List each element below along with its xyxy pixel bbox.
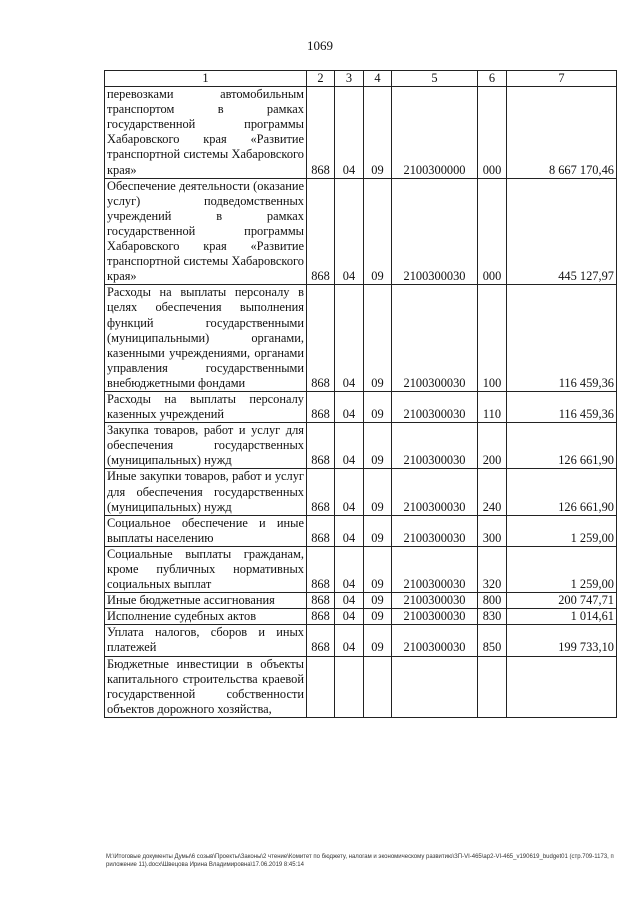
row-name: Исполнение судебных актов — [105, 609, 307, 625]
cell-target-article: 2100300030 — [392, 609, 478, 625]
table-row — [105, 515, 617, 546]
cell-section: 04 — [335, 285, 364, 392]
cell-ministry-code: 868 — [307, 625, 335, 656]
cell-subsection: 09 — [364, 546, 392, 592]
table-row — [105, 656, 617, 717]
cell-section: 04 — [335, 87, 364, 179]
cell-section: 04 — [335, 423, 364, 469]
cell-subsection: 09 — [364, 285, 392, 392]
cell-expense-type: 110 — [478, 391, 507, 422]
cell-section: 04 — [335, 178, 364, 285]
table-row — [105, 546, 617, 592]
table-row — [105, 285, 617, 392]
cell-subsection: 09 — [364, 593, 392, 609]
row-name: Уплата налогов, сборов и иных платежей — [105, 625, 307, 656]
cell-section: 04 — [335, 609, 364, 625]
cell-expense-type: 830 — [478, 609, 507, 625]
document-path-footer: M:\Итоговые документы Думы\6 созыв\Проекты\Законы\2 чтение\Комитет по бюджету, налогам и экономическому развитию\ЗП-VI-465\ар2-VI-465_v190619_budget01 (стр.709-1173, приложение 11).docx\Швецова Ирина Владимировна\17.06.2019 8:45:14 — [106, 854, 614, 868]
cell-expense-type: 100 — [478, 285, 507, 392]
cell-ministry-code: 868 — [307, 609, 335, 625]
row-name: перевозками автомобильным транспортом в рамках государственной программы Хабаровского края «Развитие транспортной системы Хабаровского края» — [105, 87, 307, 179]
row-name: Социальное обеспечение и иные выплаты населению — [105, 515, 307, 546]
cell-ministry-code: 868 — [307, 423, 335, 469]
cell-section: 04 — [335, 593, 364, 609]
cell-amount: 1 259,00 — [507, 515, 617, 546]
cell-ministry-code: 868 — [307, 515, 335, 546]
column-header: 7 — [507, 71, 617, 87]
cell-subsection: 09 — [364, 469, 392, 515]
cell-section: 04 — [335, 625, 364, 656]
column-header: 2 — [307, 71, 335, 87]
row-name: Обеспечение деятельности (оказание услуг) подведомственных учреждений в рамках государственной программы Хабаровского края «Развитие транспортной системы Хабаровского края» — [105, 178, 307, 285]
cell-expense-type: 850 — [478, 625, 507, 656]
cell-ministry-code: 868 — [307, 593, 335, 609]
cell-ministry-code: 868 — [307, 178, 335, 285]
cell-expense-type: 320 — [478, 546, 507, 592]
table-body — [105, 87, 617, 718]
cell-ministry-code: 868 — [307, 546, 335, 592]
table-row — [105, 609, 617, 625]
cell-target-article: 2100300000 — [392, 87, 478, 179]
cell-target-article: 2100300030 — [392, 178, 478, 285]
cell-section — [335, 656, 364, 717]
table-row — [105, 593, 617, 609]
column-header: 5 — [392, 71, 478, 87]
table-row — [105, 423, 617, 469]
cell-subsection: 09 — [364, 423, 392, 469]
cell-ministry-code — [307, 656, 335, 717]
cell-section: 04 — [335, 469, 364, 515]
header-row — [105, 71, 617, 87]
cell-expense-type: 000 — [478, 178, 507, 285]
cell-amount — [507, 656, 617, 717]
cell-expense-type — [478, 656, 507, 717]
cell-target-article — [392, 656, 478, 717]
cell-subsection: 09 — [364, 609, 392, 625]
table-row — [105, 391, 617, 422]
cell-subsection — [364, 656, 392, 717]
cell-amount: 126 661,90 — [507, 469, 617, 515]
cell-target-article: 2100300030 — [392, 593, 478, 609]
column-header: 4 — [364, 71, 392, 87]
cell-subsection: 09 — [364, 515, 392, 546]
cell-ministry-code: 868 — [307, 285, 335, 392]
cell-amount: 199 733,10 — [507, 625, 617, 656]
cell-section: 04 — [335, 391, 364, 422]
column-header: 3 — [335, 71, 364, 87]
cell-amount: 116 459,36 — [507, 391, 617, 422]
cell-expense-type: 800 — [478, 593, 507, 609]
row-name: Иные закупки товаров, работ и услуг для обеспечения государственных (муниципальных) нужд — [105, 469, 307, 515]
cell-subsection: 09 — [364, 178, 392, 285]
cell-amount: 445 127,97 — [507, 178, 617, 285]
page-number: 1069 — [307, 38, 333, 53]
cell-amount: 8 667 170,46 — [507, 87, 617, 179]
row-name: Расходы на выплаты персоналу в целях обеспечения выполнения функций государственными (муниципальными) органами, казенными учреждениями, органами управления государственными внебюджетными фондами — [105, 285, 307, 392]
table-row — [105, 469, 617, 515]
cell-amount: 1 014,61 — [507, 609, 617, 625]
cell-expense-type: 000 — [478, 87, 507, 179]
cell-expense-type: 240 — [478, 469, 507, 515]
cell-ministry-code: 868 — [307, 469, 335, 515]
cell-target-article: 2100300030 — [392, 285, 478, 392]
cell-ministry-code: 868 — [307, 87, 335, 179]
table-row — [105, 87, 617, 179]
row-name: Закупка товаров, работ и услуг для обеспечения государственных (муниципальных) нужд — [105, 423, 307, 469]
table-row — [105, 178, 617, 285]
cell-ministry-code: 868 — [307, 391, 335, 422]
row-name: Расходы на выплаты персоналу казенных учреждений — [105, 391, 307, 422]
cell-subsection: 09 — [364, 87, 392, 179]
cell-target-article: 2100300030 — [392, 546, 478, 592]
table-row — [105, 625, 617, 656]
cell-amount: 1 259,00 — [507, 546, 617, 592]
cell-expense-type: 300 — [478, 515, 507, 546]
cell-target-article: 2100300030 — [392, 469, 478, 515]
cell-subsection: 09 — [364, 625, 392, 656]
cell-amount: 200 747,71 — [507, 593, 617, 609]
cell-subsection: 09 — [364, 391, 392, 422]
row-name: Бюджетные инвестиции в объекты капитального строительства краевой государственной собственности объектов дорожного хозяйства, — [105, 656, 307, 717]
cell-target-article: 2100300030 — [392, 625, 478, 656]
column-header: 6 — [478, 71, 507, 87]
cell-target-article: 2100300030 — [392, 423, 478, 469]
cell-amount: 126 661,90 — [507, 423, 617, 469]
cell-section: 04 — [335, 515, 364, 546]
cell-section: 04 — [335, 546, 364, 592]
budget-table — [104, 70, 617, 718]
row-name: Иные бюджетные ассигнования — [105, 593, 307, 609]
row-name: Социальные выплаты гражданам, кроме публичных нормативных социальных выплат — [105, 546, 307, 592]
cell-target-article: 2100300030 — [392, 515, 478, 546]
cell-target-article: 2100300030 — [392, 391, 478, 422]
cell-amount: 116 459,36 — [507, 285, 617, 392]
column-header: 1 — [105, 71, 307, 87]
cell-expense-type: 200 — [478, 423, 507, 469]
